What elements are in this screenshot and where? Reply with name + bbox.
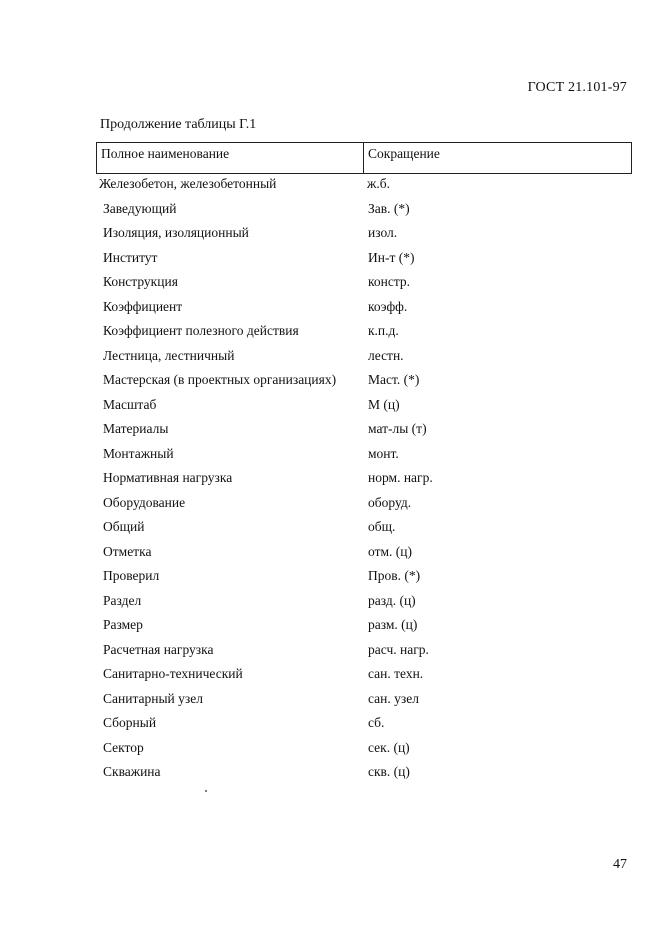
row-abbreviation: разд. (ц) xyxy=(368,592,416,608)
row-abbreviation: констр. xyxy=(368,274,411,289)
table-row xyxy=(0,736,661,761)
row-full-name: Санитарный узел xyxy=(103,690,203,706)
row-full-name: Нормативная нагрузка xyxy=(103,470,233,485)
row-abbreviation: сб. xyxy=(368,715,385,730)
table-row xyxy=(0,319,661,344)
row-abbreviation: разм. (ц) xyxy=(368,617,418,632)
row-full-name: Общий xyxy=(103,519,145,534)
table-row xyxy=(0,589,661,614)
document-code: ГОСТ 21.101-97 xyxy=(527,80,627,95)
row-abbreviation: изол. xyxy=(368,225,398,240)
row-abbreviation: Зав. (*) xyxy=(368,200,410,216)
row-abbreviation: расч. нагр. xyxy=(368,641,429,657)
table-row xyxy=(0,246,661,271)
row-abbreviation: ж.б. xyxy=(367,176,390,191)
table-row xyxy=(0,540,661,565)
table-body xyxy=(0,172,661,785)
row-abbreviation: к.п.д. xyxy=(368,323,399,338)
row-full-name: Отметка xyxy=(103,543,152,559)
row-full-name: Расчетная нагрузка xyxy=(103,641,214,657)
table-row xyxy=(0,687,661,712)
row-abbreviation: мат-лы (т) xyxy=(368,421,427,436)
row-abbreviation: Пров. (*) xyxy=(368,568,421,583)
table-row xyxy=(0,295,661,320)
row-full-name: Скважина xyxy=(103,764,161,779)
table-row xyxy=(0,515,661,540)
row-abbreviation: Маст. (*) xyxy=(368,372,420,387)
table-row xyxy=(0,172,661,197)
table-row xyxy=(0,662,661,687)
table-row xyxy=(0,760,661,785)
table-header xyxy=(96,142,632,174)
table-row xyxy=(0,417,661,442)
row-abbreviation: отм. (ц) xyxy=(368,543,412,559)
row-full-name: Институт xyxy=(103,249,158,265)
row-abbreviation: норм. нагр. xyxy=(368,470,433,485)
row-abbreviation: Ин-т (*) xyxy=(368,249,415,265)
page-number: 47 xyxy=(613,857,627,872)
row-full-name: Лестница, лестничный xyxy=(103,347,235,363)
column-header-full-name: Полное наименование xyxy=(97,143,364,173)
scan-speck xyxy=(205,790,207,792)
row-abbreviation: М (ц) xyxy=(368,396,400,412)
row-full-name: Монтажный xyxy=(103,445,174,461)
row-full-name: Раздел xyxy=(103,592,142,608)
row-abbreviation: монт. xyxy=(368,445,399,461)
table-row xyxy=(0,466,661,491)
row-abbreviation: лестн. xyxy=(368,347,404,363)
row-full-name: Коэффициент полезного действия xyxy=(103,323,299,338)
row-full-name: Санитарно-технический xyxy=(103,666,243,681)
row-abbreviation: оборуд. xyxy=(368,494,412,510)
row-full-name: Сектор xyxy=(103,739,144,755)
table-row xyxy=(0,564,661,589)
table-row xyxy=(0,270,661,295)
table-row xyxy=(0,613,661,638)
table-caption: Продолжение таблицы Г.1 xyxy=(100,117,257,132)
row-full-name: Мастерская (в проектных организациях) xyxy=(103,372,337,387)
table-row xyxy=(0,491,661,516)
column-header-abbreviation: Сокращение xyxy=(368,146,440,161)
table-row xyxy=(0,368,661,393)
table-row xyxy=(0,197,661,222)
row-full-name: Проверил xyxy=(103,568,160,583)
row-full-name: Заведующий xyxy=(103,200,177,216)
table-row xyxy=(0,638,661,663)
row-abbreviation: сан. узел xyxy=(368,690,419,706)
row-full-name: Масштаб xyxy=(103,396,157,412)
row-abbreviation: сек. (ц) xyxy=(368,739,410,755)
row-full-name: Сборный xyxy=(103,715,157,730)
row-full-name: Железобетон, железобетонный xyxy=(99,176,277,191)
row-full-name: Коэффициент xyxy=(103,298,183,314)
row-full-name: Изоляция, изоляционный xyxy=(103,225,249,240)
table-row xyxy=(0,221,661,246)
row-abbreviation: коэфф. xyxy=(368,298,408,314)
row-full-name: Конструкция xyxy=(103,274,178,289)
row-abbreviation: сан. техн. xyxy=(368,666,424,681)
row-abbreviation: скв. (ц) xyxy=(368,764,410,779)
row-full-name: Размер xyxy=(103,617,143,632)
row-full-name: Материалы xyxy=(103,421,169,436)
table-row xyxy=(0,442,661,467)
table-row xyxy=(0,711,661,736)
table-row xyxy=(0,344,661,369)
row-abbreviation: общ. xyxy=(368,519,396,534)
row-full-name: Оборудование xyxy=(103,494,186,510)
table-row xyxy=(0,393,661,418)
